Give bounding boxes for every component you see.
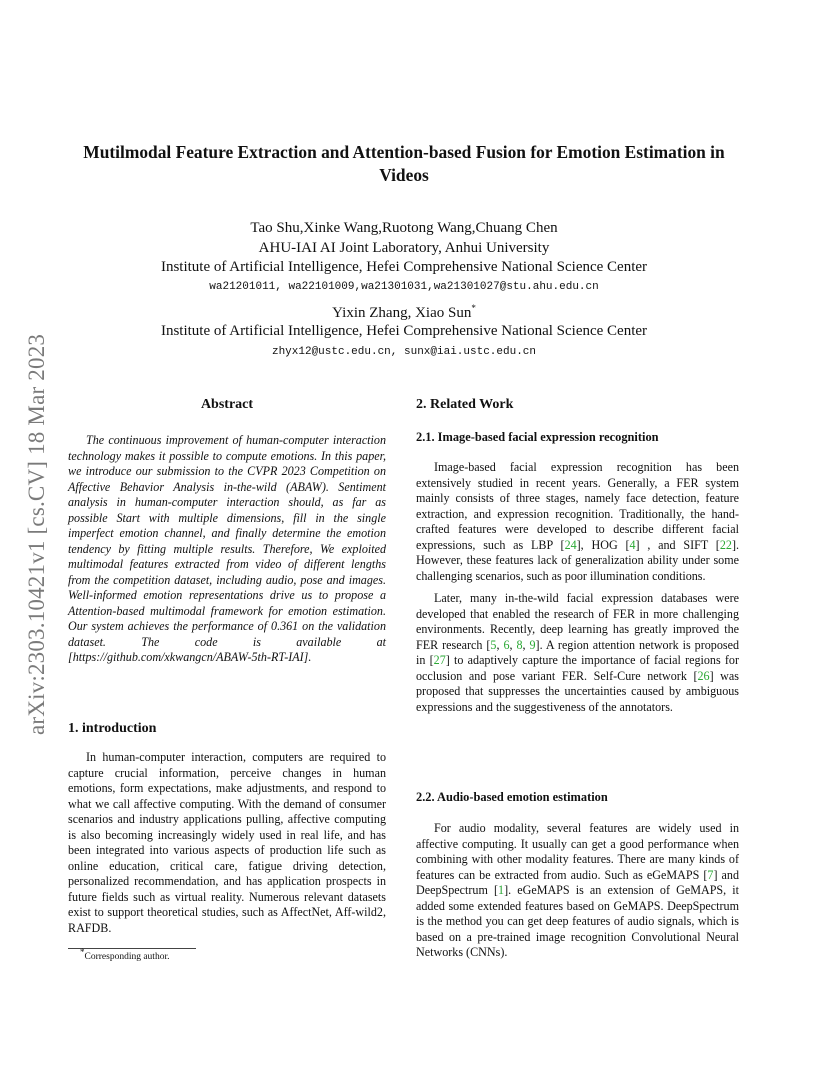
citation-link[interactable]: 6 xyxy=(503,637,510,652)
citation-link[interactable]: 5 xyxy=(490,637,497,652)
section-2-2-heading: 2.2. Audio-based emotion estimation xyxy=(416,790,608,804)
arxiv-identifier: arXiv:2303.10421v1 [cs.CV] 18 Mar 2023 xyxy=(24,333,49,735)
author-names-1: Tao Shu,Xinke Wang,Ruotong Wang,Chuang Chen xyxy=(250,220,558,236)
introduction-heading: 1. introduction xyxy=(68,721,157,736)
citation-link[interactable]: 27 xyxy=(433,653,446,667)
citation-link[interactable]: 22 xyxy=(719,537,732,552)
section-2-1-paragraph-2: Later, many in-the-wild facial expression databases were developed that enabled the research of FER in more challenging environments. Recently, deep learning has greatly improved the FER research [5, 6, 8, 9]. A region attention network is proposed in [27] to adaptively capture the importance of facial regions for occlusion and pose variant FER. Self-Cure network [26] was proposed that suppresses the uncertainties caused by ambiguous expressions and the suggestiveness of the annotators. xyxy=(416,591,739,714)
section-2-1-heading: 2.1. Image-based facial expression recognition xyxy=(416,430,659,444)
abstract-heading: Abstract xyxy=(200,397,254,412)
author-affiliation-1: AHU-IAI AI Joint Laboratory, Anhui University xyxy=(258,240,550,256)
author-names-2 xyxy=(68,304,740,323)
abstract-text: The continuous improvement of human-computer interaction technology makes it possible to compute emotions. In this paper, we introduce our submission to the CVPR 2023 Competition on Affective Behavior Analysis in-the-wild (ABAW). Sentiment analysis in human-computer interaction should, as far as possible Start with multiple dimensions, fill in the single imperfect emotion channel, and finally determine the emotion tendency by fitting multiple results. Therefore, We exploited multimodal features extracted from video of different lengths from the competition dataset, including audio, pose and images. Well-informed emotion representations drive us to propose a Attention-based multimodal framework for emotion estimation. Our system achieves the performance of 0.361 on the validation dataset. The code is available at [https://github.com/xkwangcn/ABAW-5th-RT-IAI]. xyxy=(68,433,386,664)
abstract-body xyxy=(68,433,386,666)
section-2-2-body xyxy=(416,821,739,961)
citation-link[interactable]: 4 xyxy=(629,537,636,552)
section-2-1-body xyxy=(416,460,739,715)
citation-link[interactable]: 8 xyxy=(516,637,523,652)
related-work-heading: 2. Related Work xyxy=(416,397,514,412)
author-names-2-text: Yixin Zhang, Xiao Sun xyxy=(332,305,472,321)
section-2-2-paragraph-1: For audio modality, several features are widely used in affective computing. It usually can get a good performance when combining with other modality features. There are many kinds of features can be extracted from audio. Such as eGeMAPS [7] and DeepSpectrum [1]. eGeMAPS is an extension of GeMAPS, it added some extended features based on GeMAPS. DeepSpectrum is the method you can get deep features of audio signals, which is based on a pre-trained image recognition Convolutional Neural Networks (CNNs). xyxy=(416,821,740,959)
footnote-text: Corresponding author. xyxy=(84,952,170,963)
introduction-text: In human-computer interaction, computers are required to capture crucial information, perceive changes in human emotions, form expectations, make adjustments, and respond to what we call affective computing. With the demand of consumer scenarios and industry applications pulling, affective computing is also becoming increasingly widely used in real life, and has been integrated into various aspects of production life such as online education, critical care, fatigue driving detection, personalized recommendation, and has application prospects in future fields such as virtual reality. Numerous relevant datasets exist to support theoretical studies, such as AffectNet, Aff-wild2, RAFDB. xyxy=(68,750,386,935)
corresponding-mark: * xyxy=(471,303,476,313)
footnote-rule xyxy=(68,948,196,949)
citation-link[interactable]: 9 xyxy=(529,637,536,652)
citation-link[interactable]: 7 xyxy=(707,867,714,882)
author-affiliation-2: Institute of Artificial Intelligence, Hefei Comprehensive National Science Center xyxy=(160,259,648,275)
section-2-1-paragraph-1: Image-based facial expression recognition has been extensively studied in recent years. Generally, a FER system mainly consists of three stages, namely face detection, feature extraction, and expression recognition. Traditionally, the hand-crafted features were developed to describe different facial expressions, such as LBP [24], HOG [4] , and SIFT [22]. However, these features lack of generalization ability under some challenging scenarios, such as poor illumination conditions. xyxy=(416,460,739,583)
author-affiliation-3: Institute of Artificial Intelligence, Hefei Comprehensive National Science Center xyxy=(160,323,648,339)
citation-link[interactable]: 26 xyxy=(697,668,710,683)
citation-link[interactable]: 24 xyxy=(564,537,577,552)
citation-link[interactable]: 1 xyxy=(498,883,505,897)
author-emails-2: zhyx12@ustc.edu.cn, sunx@iai.ustc.edu.cn xyxy=(271,346,537,358)
author-emails-1: wa21201011, wa22101009,wa21301031,wa21301027@stu.ahu.edu.cn xyxy=(209,281,599,293)
introduction-body xyxy=(68,750,386,936)
footnote-mark: * xyxy=(80,947,85,957)
paper-title: Mutilmodal Feature Extraction and Attention-based Fusion for Emotion Estimation in Videos xyxy=(83,142,725,185)
footnote xyxy=(80,947,170,963)
